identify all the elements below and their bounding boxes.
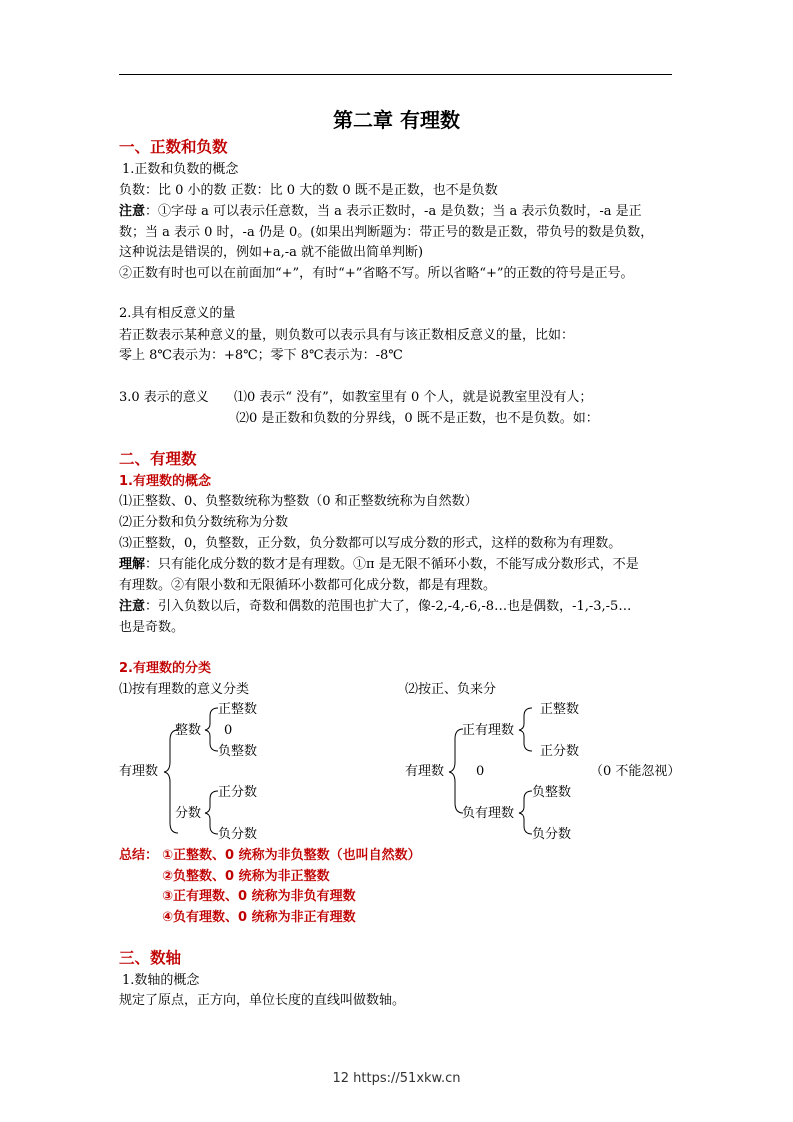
section-heading-2: 二、有理数 xyxy=(119,450,197,468)
summary-item: ④负有理数、0 统称为非正有理数 xyxy=(162,910,356,925)
right-caption: ⑵按正、负来分 xyxy=(405,682,497,697)
paragraph-line: ⑵0 是正数和负数的分界线，0 既不是正数，也不是负数。如： xyxy=(236,411,599,426)
paragraph-line: 规定了原点，正方向，单位长度的直线叫做数轴。 xyxy=(119,993,406,1008)
tree-note: （0 不能忽视） xyxy=(590,764,681,779)
section-heading-3: 三、数轴 xyxy=(119,949,182,967)
summary-item: ①正整数、0 统称为非负整数（也叫自然数） xyxy=(162,848,421,863)
summary-label: 总结： xyxy=(119,848,159,863)
tree-leaf: 正整数 xyxy=(540,702,580,717)
paragraph-line: ⑴正整数、0、负整数统称为整数（0 和正整数统称为自然数） xyxy=(119,494,478,509)
paragraph-line: ②正数有时也可以在前面加“+”，有时“+”省略不写。所以省略“+”的正数的符号是正号。 xyxy=(119,266,634,281)
tree-leaf: 负分数 xyxy=(532,827,572,842)
tree-leaf: 负整数 xyxy=(218,744,258,759)
summary-item: ②负整数、0 统称为非正整数 xyxy=(162,869,330,884)
brace xyxy=(449,729,463,813)
chapter-title: 第二章 有理数 xyxy=(333,108,460,132)
paragraph-line: ⑶正整数，0，负整数，正分数，负分数都可以写成分数的形式，这样的数称为有理数。 xyxy=(119,536,622,551)
tree-node: 整数 xyxy=(175,723,202,738)
left-caption: ⑴按有理数的意义分类 xyxy=(119,682,250,697)
paragraph-line: ⑴0 表示“ 没有”，如教室里有 0 个人，就是说教室里没有人； xyxy=(234,390,593,405)
tree-leaf: 负分数 xyxy=(218,827,258,842)
tree-node: 0 xyxy=(476,764,485,779)
brace xyxy=(205,708,218,751)
subheading: 1.正数和负数的概念 xyxy=(122,162,239,177)
tree-leaf: 负整数 xyxy=(532,785,572,800)
page-footer: 12 https://51xkw.cn xyxy=(332,1071,461,1086)
paragraph-line: 负数：比 0 小的数 正数：比 0 大的数 0 既不是正数，也不是负数 xyxy=(119,183,498,198)
understand-label: 理解 xyxy=(119,557,146,572)
subheading: 1.有理数的概念 xyxy=(119,474,211,489)
tree-leaf: 0 xyxy=(224,723,233,738)
paragraph-line: 若正数表示某种意义的量，则负数可以表示具有与该正数相反意义的量，比如： xyxy=(119,328,575,343)
brace xyxy=(519,791,532,834)
tree-leaf: 正整数 xyxy=(218,702,258,717)
tree-leaf: 正分数 xyxy=(218,785,258,800)
subheading: 2.有理数的分类 xyxy=(119,661,211,676)
tree-node: 分数 xyxy=(175,806,202,821)
paragraph-line: 也是奇数。 xyxy=(119,620,185,635)
paragraph-line: 这种说法是错误的，例如+a,-a 就不能做出简单判断) xyxy=(119,245,424,260)
paragraph-line: ⑵正分数和负分数统称为分数 xyxy=(119,515,289,530)
summary-item: ③正有理数、0 统称为非负有理数 xyxy=(162,889,356,904)
tree-root: 有理数 xyxy=(119,764,159,779)
paragraph-line: 注意：①字母 a 可以表示任意数，当 a 表示正数时，-a 是负数；当 a 表示负数时，-a 是正 xyxy=(119,204,642,219)
tree-node: 负有理数 xyxy=(462,806,515,821)
subheading: 3.0 表示的意义 xyxy=(119,390,209,405)
paragraph-line: 有理数。②有限小数和无限循环小数都可化成分数，都是有理数。 xyxy=(119,578,497,593)
tree-root: 有理数 xyxy=(405,764,445,779)
note-label: 注意 xyxy=(119,204,146,219)
paragraph-line: 数；当 a 表示 0 时，-a 仍是 0。(如果出判断题为：带正号的数是正数，带负号的数是负数， xyxy=(119,225,654,240)
tree-leaf: 正分数 xyxy=(540,744,580,759)
brace xyxy=(519,708,532,751)
subheading: 2.具有相反意义的量 xyxy=(119,306,236,321)
paragraph-line: 理解：只有能化成分数的数才是有理数。①π 是无限不循环小数，不能写成分数形式，不是 xyxy=(119,557,639,572)
paragraph-line: 零上 8℃表示为：+8℃；零下 8℃表示为：-8℃ xyxy=(119,348,403,363)
note-label: 注意 xyxy=(119,599,146,614)
paragraph-line: 注意：引入负数以后，奇数和偶数的范围也扩大了，像-2,-4,-6,-8…也是偶数，-1,-3,-5… xyxy=(119,599,632,614)
tree-node: 正有理数 xyxy=(462,723,515,738)
section-heading-1: 一、正数和负数 xyxy=(119,138,228,156)
subheading: 1.数轴的概念 xyxy=(122,973,200,988)
brace xyxy=(205,791,218,834)
